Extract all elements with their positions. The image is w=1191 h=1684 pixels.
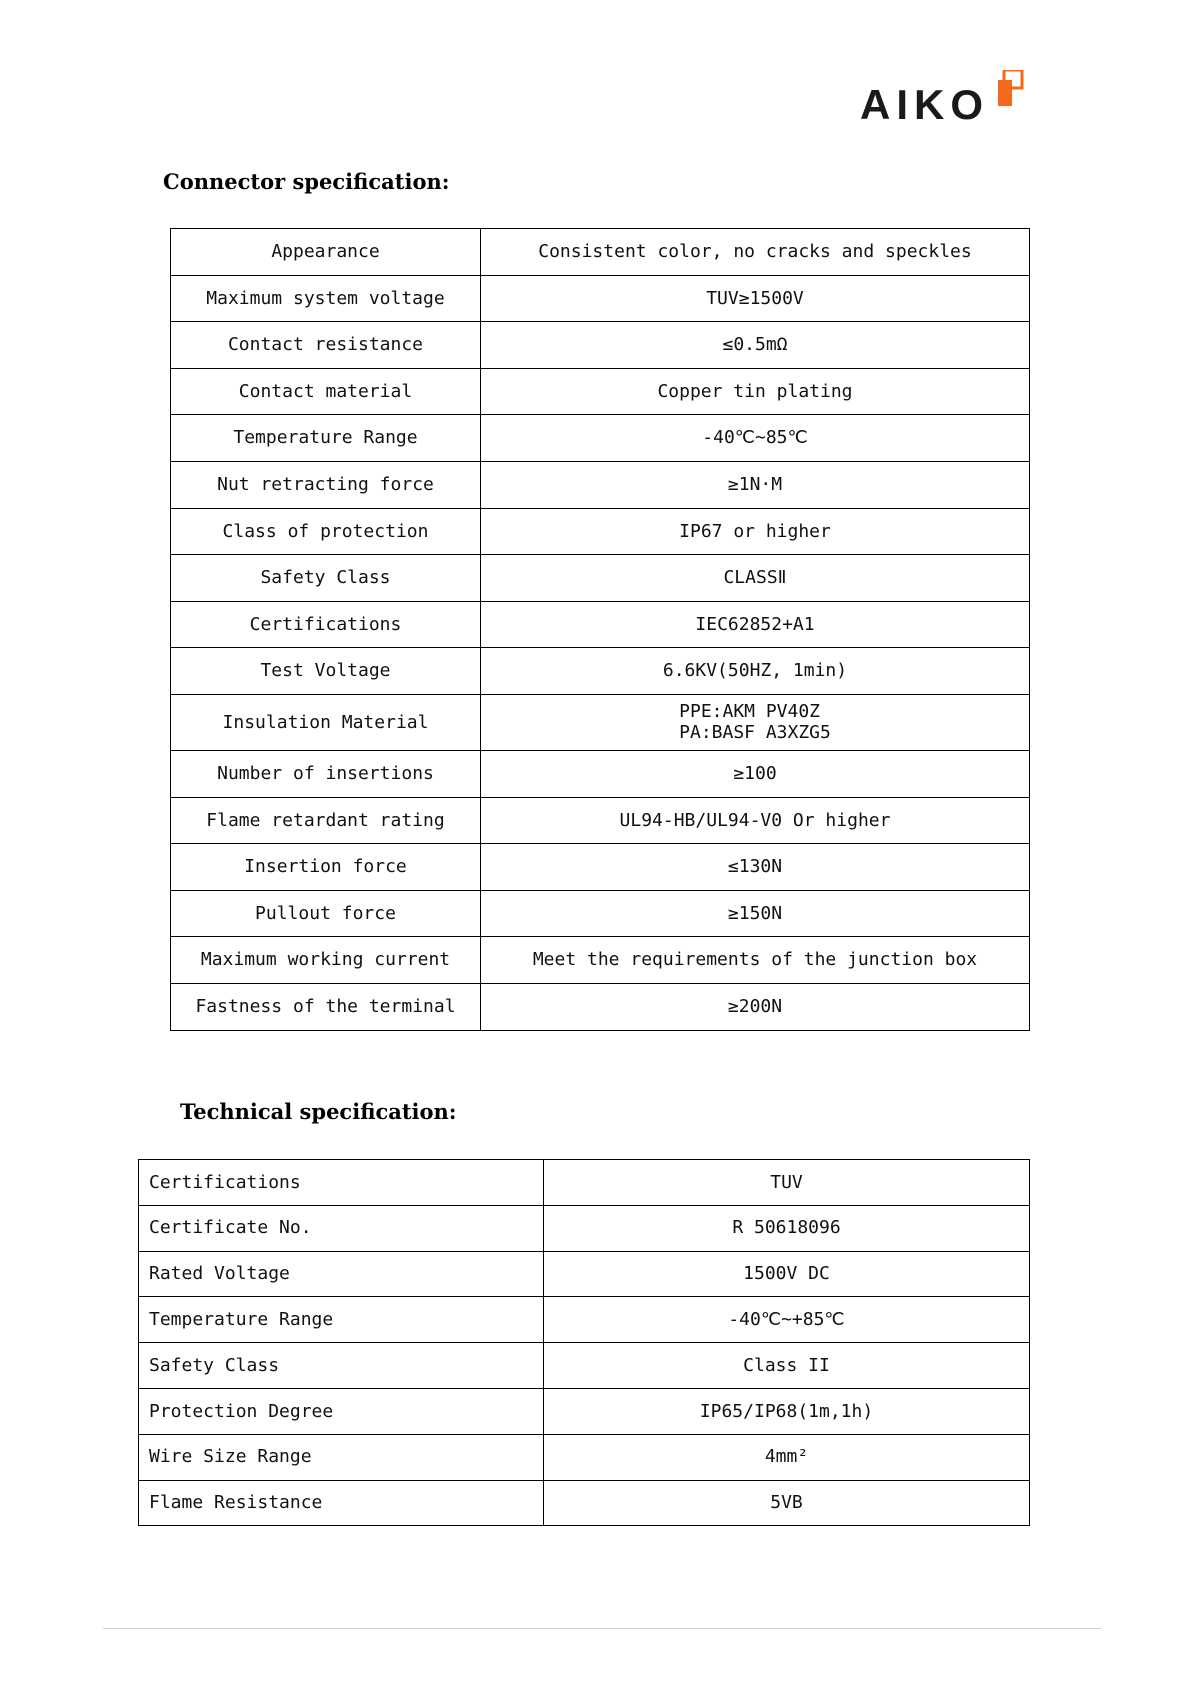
spec-value: IEC62852+A1 (481, 601, 1030, 648)
spec-label: Number of insertions (171, 750, 481, 797)
spec-label: Certifications (139, 1160, 544, 1206)
spec-label: Flame retardant rating (171, 797, 481, 844)
table-row (171, 461, 1030, 508)
spec-value: -40℃~+85℃ (544, 1297, 1030, 1343)
table-row (171, 797, 1030, 844)
table-row (171, 937, 1030, 984)
table-row (139, 1160, 1030, 1206)
table-row (139, 1205, 1030, 1251)
connector-spec-heading: Connector specification: (163, 169, 450, 194)
spec-label: Fastness of the terminal (171, 983, 481, 1030)
spec-value: TUV≥1500V (481, 275, 1030, 322)
table-row (171, 694, 1030, 750)
spec-value: Meet the requirements of the junction box (481, 937, 1030, 984)
spec-label: Flame Resistance (139, 1480, 544, 1526)
spec-value: ≥100 (481, 750, 1030, 797)
spec-value: ≥150N (481, 890, 1030, 937)
spec-label: Nut retracting force (171, 461, 481, 508)
table-row (139, 1251, 1030, 1297)
spec-value: ≤0.5mΩ (481, 322, 1030, 369)
spec-value: IP65/IP68(1m,1h) (544, 1388, 1030, 1434)
spec-value-line: PPE:AKM PV40Z (679, 700, 821, 722)
spec-value: 1500V DC (544, 1251, 1030, 1297)
spec-label: Appearance (171, 229, 481, 276)
spec-value: ≤130N (481, 844, 1030, 891)
spec-label: Temperature Range (171, 415, 481, 462)
table-row (171, 890, 1030, 937)
spec-value: ≥1N·M (481, 461, 1030, 508)
spec-value: CLASSⅡ (481, 555, 1030, 602)
spec-label: Class of protection (171, 508, 481, 555)
table-row (139, 1480, 1030, 1526)
spec-value: -40℃~85℃ (481, 415, 1030, 462)
table-row (171, 322, 1030, 369)
spec-label: Contact resistance (171, 322, 481, 369)
spec-value: IP67 or higher (481, 508, 1030, 555)
table-row (171, 415, 1030, 462)
aiko-logo (860, 70, 1030, 130)
spec-value: 4mm² (544, 1434, 1030, 1480)
spec-label: Rated Voltage (139, 1251, 544, 1297)
spec-label: Safety Class (139, 1343, 544, 1389)
spec-value: Consistent color, no cracks and speckles (481, 229, 1030, 276)
logo-wordmark: AIKO (860, 81, 989, 128)
table-row (171, 601, 1030, 648)
spec-value-line: PA:BASF A3XZG5 (679, 722, 831, 744)
table-row (171, 750, 1030, 797)
table-row (171, 983, 1030, 1030)
spec-value: 5VB (544, 1480, 1030, 1526)
spec-value: R 50618096 (544, 1205, 1030, 1251)
spec-label: Protection Degree (139, 1388, 544, 1434)
spec-label: Wire Size Range (139, 1434, 544, 1480)
spec-label: Insertion force (171, 844, 481, 891)
table-row (171, 648, 1030, 695)
spec-label: Maximum system voltage (171, 275, 481, 322)
spec-label: Pullout force (171, 890, 481, 937)
spec-label: Test Voltage (171, 648, 481, 695)
spec-label: Insulation Material (171, 694, 481, 750)
connector-spec-table (170, 228, 1030, 1031)
table-row (171, 368, 1030, 415)
spec-value: Copper tin plating (481, 368, 1030, 415)
spec-value: Class II (544, 1343, 1030, 1389)
spec-label: Certificate No. (139, 1205, 544, 1251)
spec-label: Certifications (171, 601, 481, 648)
spec-value (481, 694, 1030, 750)
table-row (171, 508, 1030, 555)
table-row (139, 1297, 1030, 1343)
table-row (171, 275, 1030, 322)
table-row (139, 1343, 1030, 1389)
spec-label: Temperature Range (139, 1297, 544, 1343)
table-row (139, 1388, 1030, 1434)
spec-label: Contact material (171, 368, 481, 415)
spec-label: Maximum working current (171, 937, 481, 984)
technical-spec-table (138, 1159, 1030, 1526)
spec-label: Safety Class (171, 555, 481, 602)
table-row (171, 229, 1030, 276)
logo-mark-icon (996, 70, 1026, 106)
spec-value: ≥200N (481, 983, 1030, 1030)
technical-spec-heading: Technical specification: (180, 1099, 457, 1124)
spec-value: UL94-HB/UL94-V0 Or higher (481, 797, 1030, 844)
table-row (171, 555, 1030, 602)
spec-value: 6.6KV(50HZ, 1min) (481, 648, 1030, 695)
spec-value: TUV (544, 1160, 1030, 1206)
footer-divider (103, 1628, 1101, 1629)
table-row (139, 1434, 1030, 1480)
table-row (171, 844, 1030, 891)
